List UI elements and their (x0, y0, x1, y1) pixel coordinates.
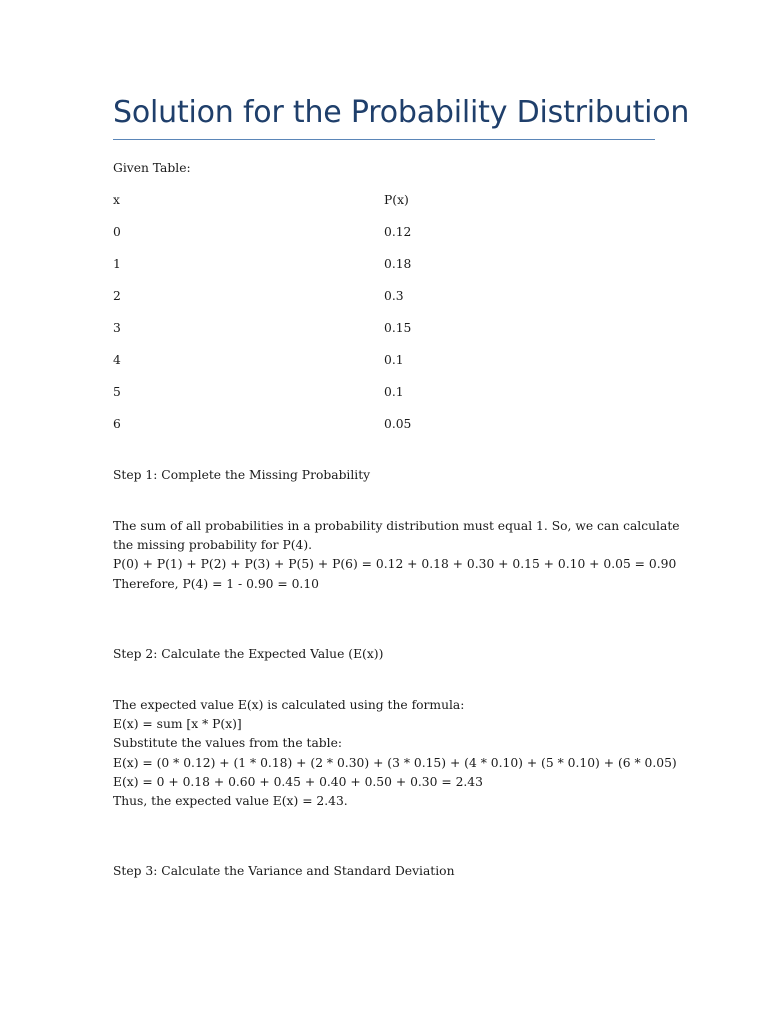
step1-line: Therefore, P(4) = 1 - 0.90 = 0.10 (113, 576, 319, 591)
step1-paragraph (113, 517, 680, 594)
page-title: Solution for the Probability Distribution (113, 95, 690, 130)
table-cell-px: 0.3 (384, 289, 404, 303)
step2-line: Thus, the expected value E(x) = 2.43. (113, 794, 348, 809)
table-row (113, 351, 655, 370)
table-cell-x: 1 (113, 257, 121, 271)
table-cell-x: 0 (113, 225, 121, 239)
step1-line: The sum of all probabilities in a probability distribution must equal 1. So, we can calculate (113, 519, 680, 533)
table-row (113, 255, 655, 274)
table-cell-px: 0.18 (384, 257, 412, 271)
table-cell-x: 4 (113, 353, 121, 367)
step2-line: E(x) = sum [x * P(x)] (113, 717, 242, 732)
table-cell-px: 0.05 (384, 417, 412, 431)
table-row (113, 287, 655, 306)
step1-heading: Step 1: Complete the Missing Probability (113, 468, 371, 482)
step2-line: Substitute the values from the table: (113, 736, 343, 751)
table-row (113, 383, 655, 402)
step1-line: P(0) + P(1) + P(2) + P(3) + P(5) + P(6) = 0.12 + 0.18 + 0.30 + 0.15 + 0.10 + 0.05 = 0.90 (113, 557, 677, 572)
title-underline (113, 139, 655, 140)
table-header-px: P(x) (384, 193, 409, 207)
step2-line: The expected value E(x) is calculated using the formula: (113, 698, 465, 712)
table-cell-x: 5 (113, 385, 121, 399)
table-cell-px: 0.1 (384, 353, 404, 367)
table-cell-x: 3 (113, 321, 121, 335)
table-cell-px: 0.1 (384, 385, 404, 399)
step1-line: the missing probability for P(4). (113, 538, 313, 553)
table-row (113, 223, 655, 242)
table-header-row (113, 191, 655, 210)
step2-line: E(x) = 0 + 0.18 + 0.60 + 0.45 + 0.40 + 0.50 + 0.30 = 2.43 (113, 774, 483, 789)
table-cell-x: 2 (113, 289, 121, 303)
given-table-label: Given Table: (113, 161, 191, 175)
table-header-x: x (113, 193, 120, 207)
step2-line: E(x) = (0 * 0.12) + (1 * 0.18) + (2 * 0.30) + (3 * 0.15) + (4 * 0.10) + (5 * 0.10) + (6 * 0.05) (113, 755, 677, 770)
step2-paragraph (113, 696, 677, 811)
table-row (113, 319, 655, 338)
table-cell-x: 6 (113, 417, 121, 431)
step2-heading: Step 2: Calculate the Expected Value (E(x)) (113, 647, 384, 661)
table-cell-px: 0.12 (384, 225, 412, 239)
step3-heading: Step 3: Calculate the Variance and Standard Deviation (113, 864, 455, 878)
table-cell-px: 0.15 (384, 321, 412, 335)
table-row (113, 415, 655, 434)
